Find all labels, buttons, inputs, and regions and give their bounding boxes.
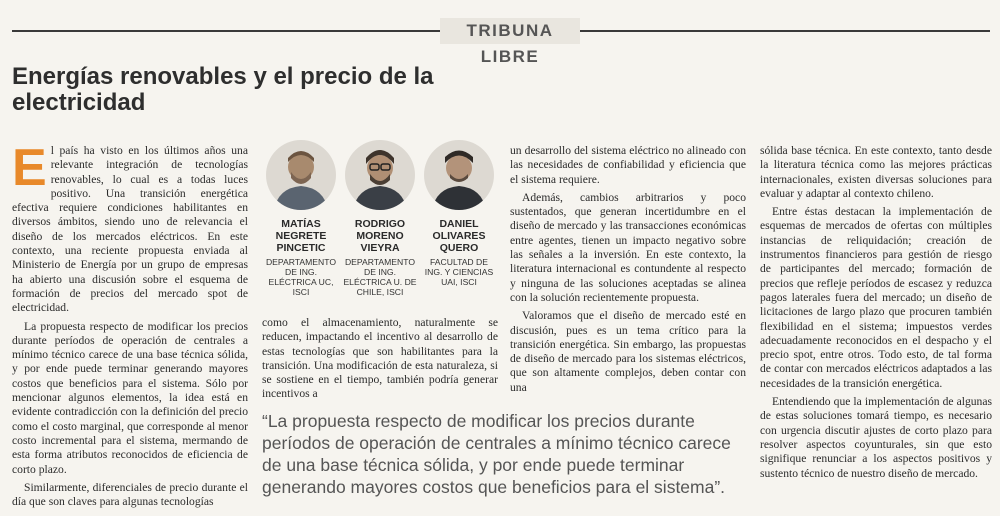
paragraph: Además, cambios arbitrarios y poco sustentados, que generan incertidumbre en el diseño de mercado y las transacciones económicas entre agentes, tienen un impacto negativo sobre las señales a la inversión. En este contexto, la literatura internacional es contundente al respecto y ninguna de las soluciones aceptadas se alinea con la solución recientemente propuesta. <box>510 190 746 304</box>
author-card <box>420 140 498 287</box>
author-photo <box>345 140 415 210</box>
paragraph: sólida base técnica. En este contexto, tanto desde la literatura técnica como las mejores prácticas internacionales, existen diversas soluciones para evaluar y adaptar al contexto chileno. <box>760 144 992 200</box>
paragraph: Similarmente, diferenciales de precio durante el día que son claves para algunas tecnologías <box>12 480 248 509</box>
pull-quote: “La propuesta respecto de modificar los precios durante períodos de operación de centrales a mínimo técnico carece de una base técnica sólida, y por ende puede terminar generando mayores costos que beneficios para el sistema”. <box>262 411 731 497</box>
author-photo <box>424 140 494 210</box>
paragraph: La propuesta respecto de modificar los precios durante períodos de operación de centrales a mínimo técnico carece de una base técnica sólida, y por ende puede terminar generando mayores costos que beneficios para el sistema. Sólo por mencionar algunos elementos, la idea está en evidente contradicción con la definición del precio como el costo marginal, que corresponde al menor costo incremental para el sistema, mermando de esta forma atributos reconocidos de eficiencia de corto plazo. <box>12 319 248 476</box>
authors-block <box>262 140 498 308</box>
drop-cap: E <box>12 139 47 197</box>
header-rule-left <box>12 30 440 32</box>
author-affiliation: FACULTAD DE ING. Y CIENCIAS UAI, ISCI <box>424 257 494 287</box>
paragraph: como el almacenamiento, naturalmente se reducen, impactando el incentivo al desarrollo de estas tecnologías que son habilitantes para la transición. Una modificación de esta naturaleza, si se sostiene en el tiempo, también podría generar incentivos a <box>262 316 498 401</box>
section-label: TRIBUNA LIBRE <box>440 18 580 44</box>
paragraph: Entendiendo que la implementación de algunas de estas soluciones tomará tiempo, es necesario con urgencia discutir ajustes de corto plazo para resolver aspectos coyunturales, sin que esto signifique renunciar a los aspectos positivos y sustento técnico de nuestro diseño de mercado. <box>760 395 992 480</box>
paragraph: Entre éstas destacan la implementación de esquemas de mercados de ofertas con múltiples instancias de reliquidación; creación de instrumentos financieros para gestión de riesgo de participantes del mercado; formación de precios que refleje períodos de escasez y reduzca pagos laterales fuera del mercado; un diseño de licitaciones de largo plazo que procuren también flexibilidad en el sistema; impuestos verdes adecuadamente reconocidos en el despacho y el precio spot, entre otros. Todo esto, de tal forma de contar con mercados eléctricos adaptados a las necesidades de la transición energética. <box>760 205 992 390</box>
author-name: MATÍAS NEGRETE PINCETIC <box>275 218 327 254</box>
author-card <box>262 140 340 297</box>
author-name: RODRIGO MORENO VIEYRA <box>354 218 406 254</box>
column-3 <box>510 144 746 399</box>
author-name: DANIEL OLIVARES QUERO <box>432 218 486 254</box>
header-rule-right <box>580 30 990 32</box>
author-affiliation: DEPARTAMENTO DE ING. ELÉCTRICA U. DE CHILE, ISCI <box>343 257 417 297</box>
column-4 <box>760 144 992 485</box>
author-affiliation: DEPARTAMENTO DE ING. ELÉCTRICA UC, ISCI <box>265 257 337 297</box>
column-2 <box>262 316 498 406</box>
column-1 <box>12 139 248 513</box>
paragraph: Valoramos que el diseño de mercado esté en discusión, pues es un tema crítico para la transición energética. Sin embargo, las propuestas de diseño de mercado para los sistemas eléctricos, que son altamente complejos, deben contar con una <box>510 309 746 394</box>
paragraph: El país ha visto en los últimos años una relevante integración de tecnologías renovables, lo cual es a todas luces positivo. Una transición energética efectiva requiere condiciones habilitantes en diversos ámbitos, siendo uno de relevancia el diseño de los mercados eléctricos. En este contexto, una reciente propuesta enviada al Ministerio de Energía por un grupo de empresas ha abierto una discusión sobre el esquema de formación de precios del mercado spot de electricidad. <box>12 139 248 315</box>
article-title: Energías renovables y el precio de la electricidad <box>12 63 434 116</box>
paragraph: un desarrollo del sistema eléctrico no alineado con las necesidades de confiabilidad y eficiencia que el sistema requiere. <box>510 144 746 186</box>
author-photo <box>266 140 336 210</box>
author-card <box>341 140 419 297</box>
